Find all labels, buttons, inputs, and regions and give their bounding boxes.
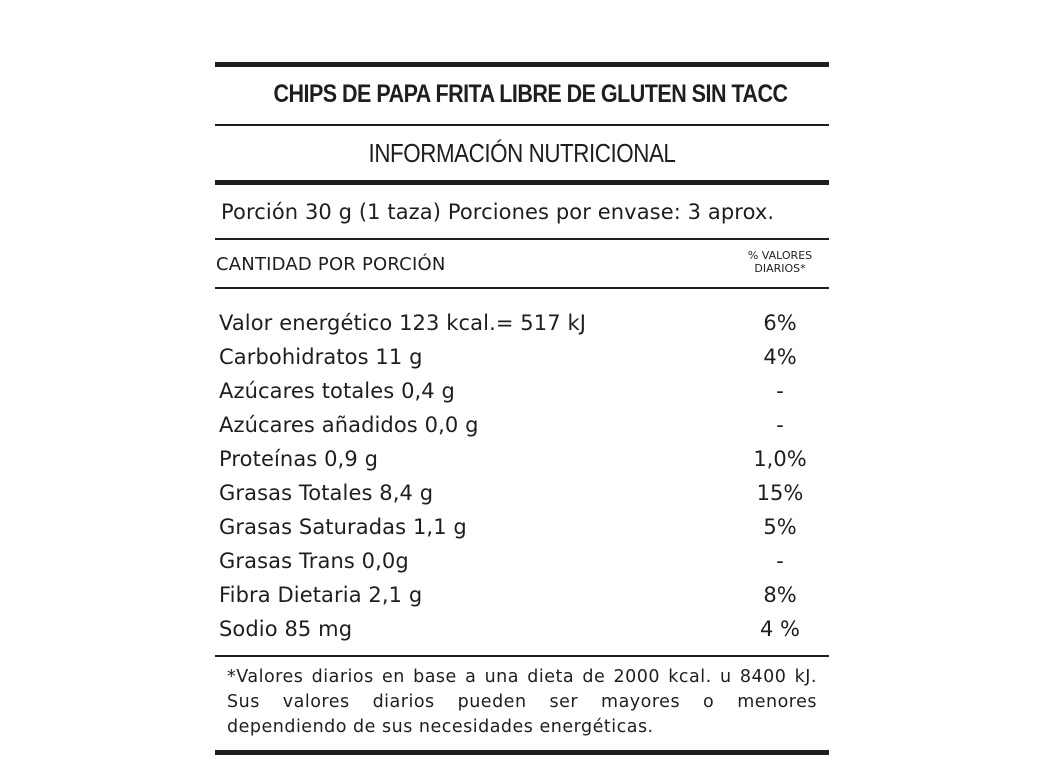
divider <box>215 655 829 657</box>
dv-header-line1: % VALORES <box>747 249 813 262</box>
daily-value-column-header <box>725 249 835 275</box>
amount-column-header: CANTIDAD POR PORCIÓN <box>216 254 446 275</box>
footnote: *Valores diarios en base a una dieta de 2000 kcal. u 8400 kJ. Sus valores diarios pueden ser mayores o menores dependiendo de sus necesidades energéticas. <box>227 667 817 737</box>
nutrient-name: Azúcares totales 0,4 g <box>219 379 455 403</box>
nutrient-name: Grasas Totales 8,4 g <box>219 481 434 505</box>
nutrient-name: Grasas Trans 0,0g <box>219 549 409 573</box>
serving-info: Porción 30 g (1 taza) Porciones por envase: 3 aprox. <box>221 200 775 224</box>
divider-thick <box>215 180 829 185</box>
nutrient-daily-value: 1,0% <box>753 447 807 471</box>
divider <box>215 238 829 240</box>
nutrient-daily-value: 5% <box>763 515 797 539</box>
nutrient-daily-value: - <box>776 413 784 437</box>
section-title: INFORMACIÓN NUTRICIONAL <box>368 138 676 168</box>
product-title: CHIPS DE PAPA FRITA LIBRE DE GLUTEN SIN TACC <box>273 80 788 108</box>
divider <box>215 124 829 126</box>
nutrient-name: Proteínas 0,9 g <box>219 447 378 471</box>
nutrient-name: Sodio 85 mg <box>219 617 353 641</box>
nutrient-daily-value: - <box>776 549 784 573</box>
nutrient-daily-value: 15% <box>756 481 804 505</box>
nutrient-name: Grasas Saturadas 1,1 g <box>219 515 467 539</box>
nutrient-daily-value: 8% <box>763 583 797 607</box>
nutrient-name: Azúcares añadidos 0,0 g <box>219 413 479 437</box>
nutrient-daily-value: 4 % <box>760 617 800 641</box>
nutrient-name: Carbohidratos 11 g <box>219 345 423 369</box>
top-divider <box>215 62 829 67</box>
nutrient-daily-value: 4% <box>763 345 797 369</box>
nutrient-name: Valor energético 123 kcal.= 517 kJ <box>219 311 587 335</box>
bottom-divider <box>215 750 829 755</box>
nutrient-name: Fibra Dietaria 2,1 g <box>219 583 423 607</box>
dv-header-line2: DIARIOS* <box>754 262 806 275</box>
nutrient-daily-value: 6% <box>763 311 797 335</box>
divider <box>215 287 829 289</box>
nutrition-facts-label <box>215 62 829 762</box>
nutrient-daily-value: - <box>776 379 784 403</box>
